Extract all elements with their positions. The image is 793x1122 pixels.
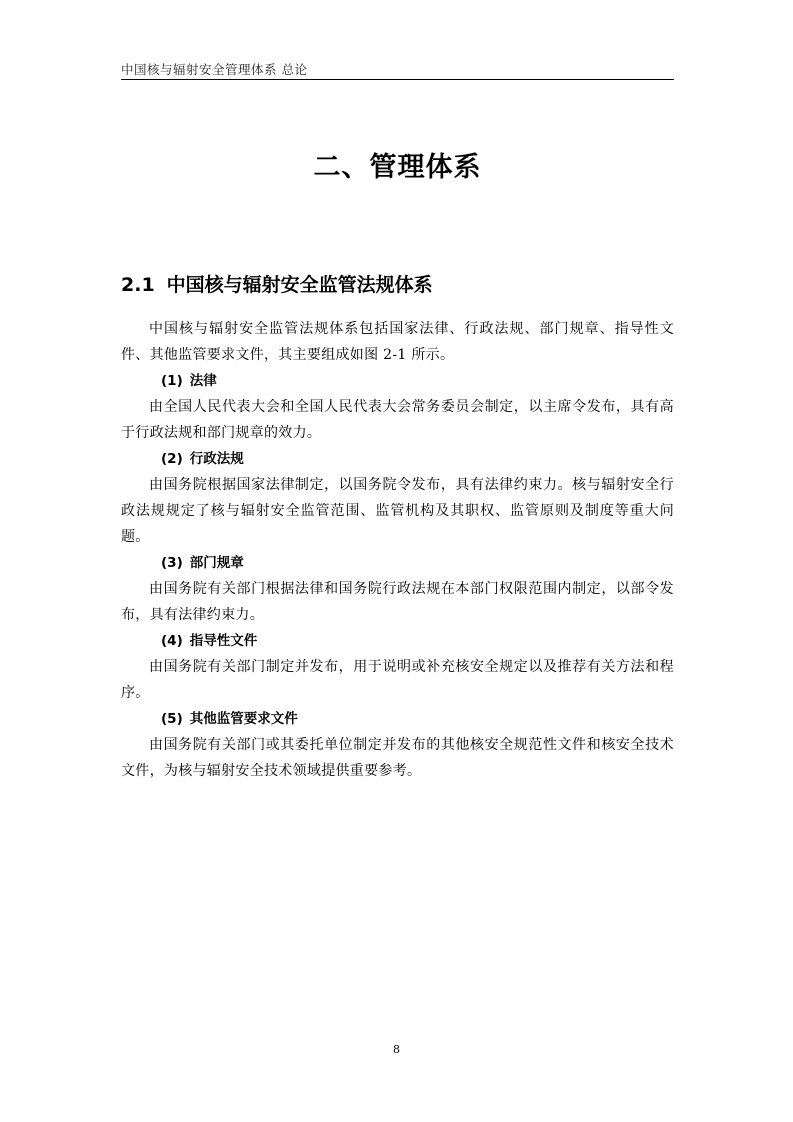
item-paragraph-guidance-documents: 由国务院有关部门制定并发布，用于说明或补充核安全规定以及推荐有关方法和程序。 [121,659,674,701]
item-number: (1) [161,373,183,389]
item-heading-other-requirements [121,706,674,732]
header-text: 中国核与辐射安全管理体系 总论 [121,62,308,77]
item-title: 其他监管要求文件 [189,711,298,727]
body-content [121,316,674,784]
item-title: 行政法规 [189,451,244,467]
item-paragraph-law: 由全国人民代表大会和全国人民代表大会常务委员会制定，以主席令发布，具有高于行政法规和部门规章的效力。 [121,399,674,441]
section-title-text: 中国核与辐射安全监管法规体系 [166,274,433,296]
item-paragraph-administrative-regulations: 由国务院根据国家法律制定，以国务院令发布，具有法律约束力。核与辐射安全行政法规规定了核与辐射安全监管范围、监管机构及其职权、监管原则及制度等重大问题。 [121,477,674,545]
page-number: 8 [393,1043,400,1056]
item-paragraph-department-rules: 由国务院有关部门根据法律和国务院行政法规在本部门权限范围内制定，以部令发布，具有法律约束力。 [121,581,674,623]
intro-paragraph: 中国核与辐射安全监管法规体系包括国家法律、行政法规、部门规章、指导性文件、其他监管要求文件，其主要组成如图 2-1 所示。 [121,321,674,363]
item-heading-guidance-documents [121,628,674,654]
item-paragraph-other-requirements: 由国务院有关部门或其委托单位制定并发布的其他核安全规范性文件和核安全技术文件，为核与辐射安全技术领域提供重要参考。 [121,737,674,779]
section-title [121,270,433,297]
item-heading-department-rules [121,550,674,576]
item-number: (4) [161,633,183,649]
running-header [121,57,674,80]
item-title: 指导性文件 [189,633,258,649]
item-heading-administrative-regulations [121,446,674,472]
chapter-title: 二、管理体系 [313,152,482,183]
item-number: (5) [161,711,183,727]
item-title: 法律 [189,373,217,389]
item-title: 部门规章 [189,555,244,571]
item-number: (3) [161,555,183,571]
item-number: (2) [161,451,183,467]
section-number: 2.1 [121,274,155,296]
item-heading-law [121,368,674,394]
